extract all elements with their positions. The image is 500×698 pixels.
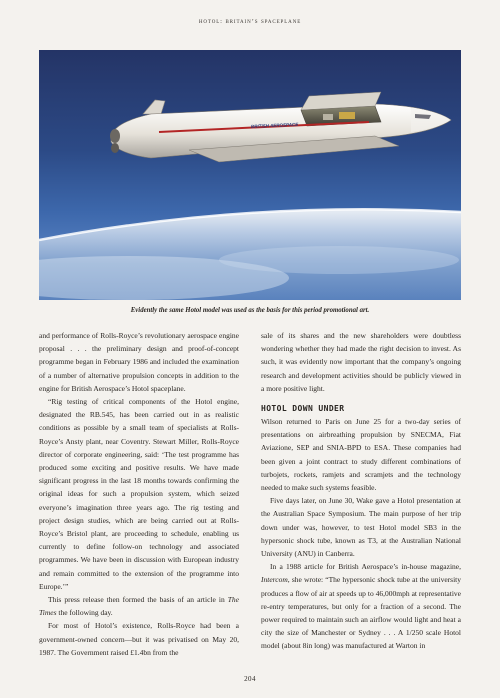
left-column [39,329,239,659]
paragraph: For most of Hotol’s existence, Rolls-Royce had been a government-owned concern—but it was privatised on May 20, 1987. The Government raised £1.4bn from the [39,621,239,657]
section-heading: HOTOL DOWN UNDER [261,404,345,414]
publication-title: The Times [39,595,239,618]
text-span: the following day. [56,608,113,618]
paragraph [261,560,461,652]
text-span: This press release then formed the basis of an article in [48,595,228,605]
paragraph: Wilson returned to Paris on June 25 for a two-day series of presentations on airbreathing propulsion by SNECMA, Fiat Aviazione, SEP and SNIA-BPD to ESA. These companies had been given a joint contract to study different combinations of turbojets, rockets, ramjets and scramjets and the technology needed to make such systems feasible. [261,417,461,493]
text-span: In a 1988 article for British Aerospace’s in-house magazine, [270,562,461,572]
paragraph: “Rig testing of critical components of the Hotol engine, designated the RB.545, has been carried out in as realistic conditions as possible by a small team of specialists at Rolls-Royce’s Ansty plant, near Coventry. Stewart Miller, Rolls-Royce director of corporate engineering, said: ‘The test programme has produced some exciting and positive results. We have made significant progress in the last 18 months towards confirming the original ideas for such a propulsion system, which seized everyone’s imagination three years ago. The rig testing and project design studies, which are being carried out at Rolls-Royce’s Bristol plant, are proceeding to schedule, enabling us currently to define follow-on technology and associated programmes. We have been in discussion with European industry and remain committed to the extension of the programme into Europe.’” [39,397,239,591]
figure-caption: Evidently the same Hotol model was used as the basis for this period promotional art. [130,307,370,314]
text-span: , she wrote: “The hypersonic shock tube at the university produces a flow of air at speeds up to 46,000mph at representative re-entry temperatures, but only for a fraction of a second. The power required to maintain such an airflow would light and heat a city the size of Manchester or Sydney . . . A 1/250 scale Hotol model (about 8in long) was manufactured at Warton in [261,575,461,651]
paragraph: and performance of Rolls-Royce’s revolutionary aerospace engine proposal . . . the preliminary design and proof-of-concept programme began in February 1986 and included the examination of a number of alternative propulsion concepts in addition to the engine for British Aerospace’s Hotol spaceplane. [39,331,239,393]
publication-title: Intercom [261,575,288,585]
paragraph [39,593,239,619]
right-column [261,329,461,653]
paragraph: Five days later, on June 30, Wake gave a Hotol presentation at the Australian Space Symposium. The main purpose of her trip down under was, however, to test Hotol model SB3 in the hypersonic shock tube, known as T3, at the Australian National University (ANU) in Canberra. [261,496,461,559]
running-head: hotol: britain’s spaceplane [198,18,302,25]
paragraph: sale of its shares and the new shareholders were doubtless wondering whether they had made the right decision to invest. As such, it was evidently now important that the company’s ongoing research and development activities should be publicly viewed in a more positive light. [261,331,461,393]
hotol-artwork-svg [39,50,461,300]
page-number: 204 [244,675,256,683]
fuselage-marking: BRITISH AEROSPACE [250,121,299,129]
hotol-promotional-art [39,50,461,300]
